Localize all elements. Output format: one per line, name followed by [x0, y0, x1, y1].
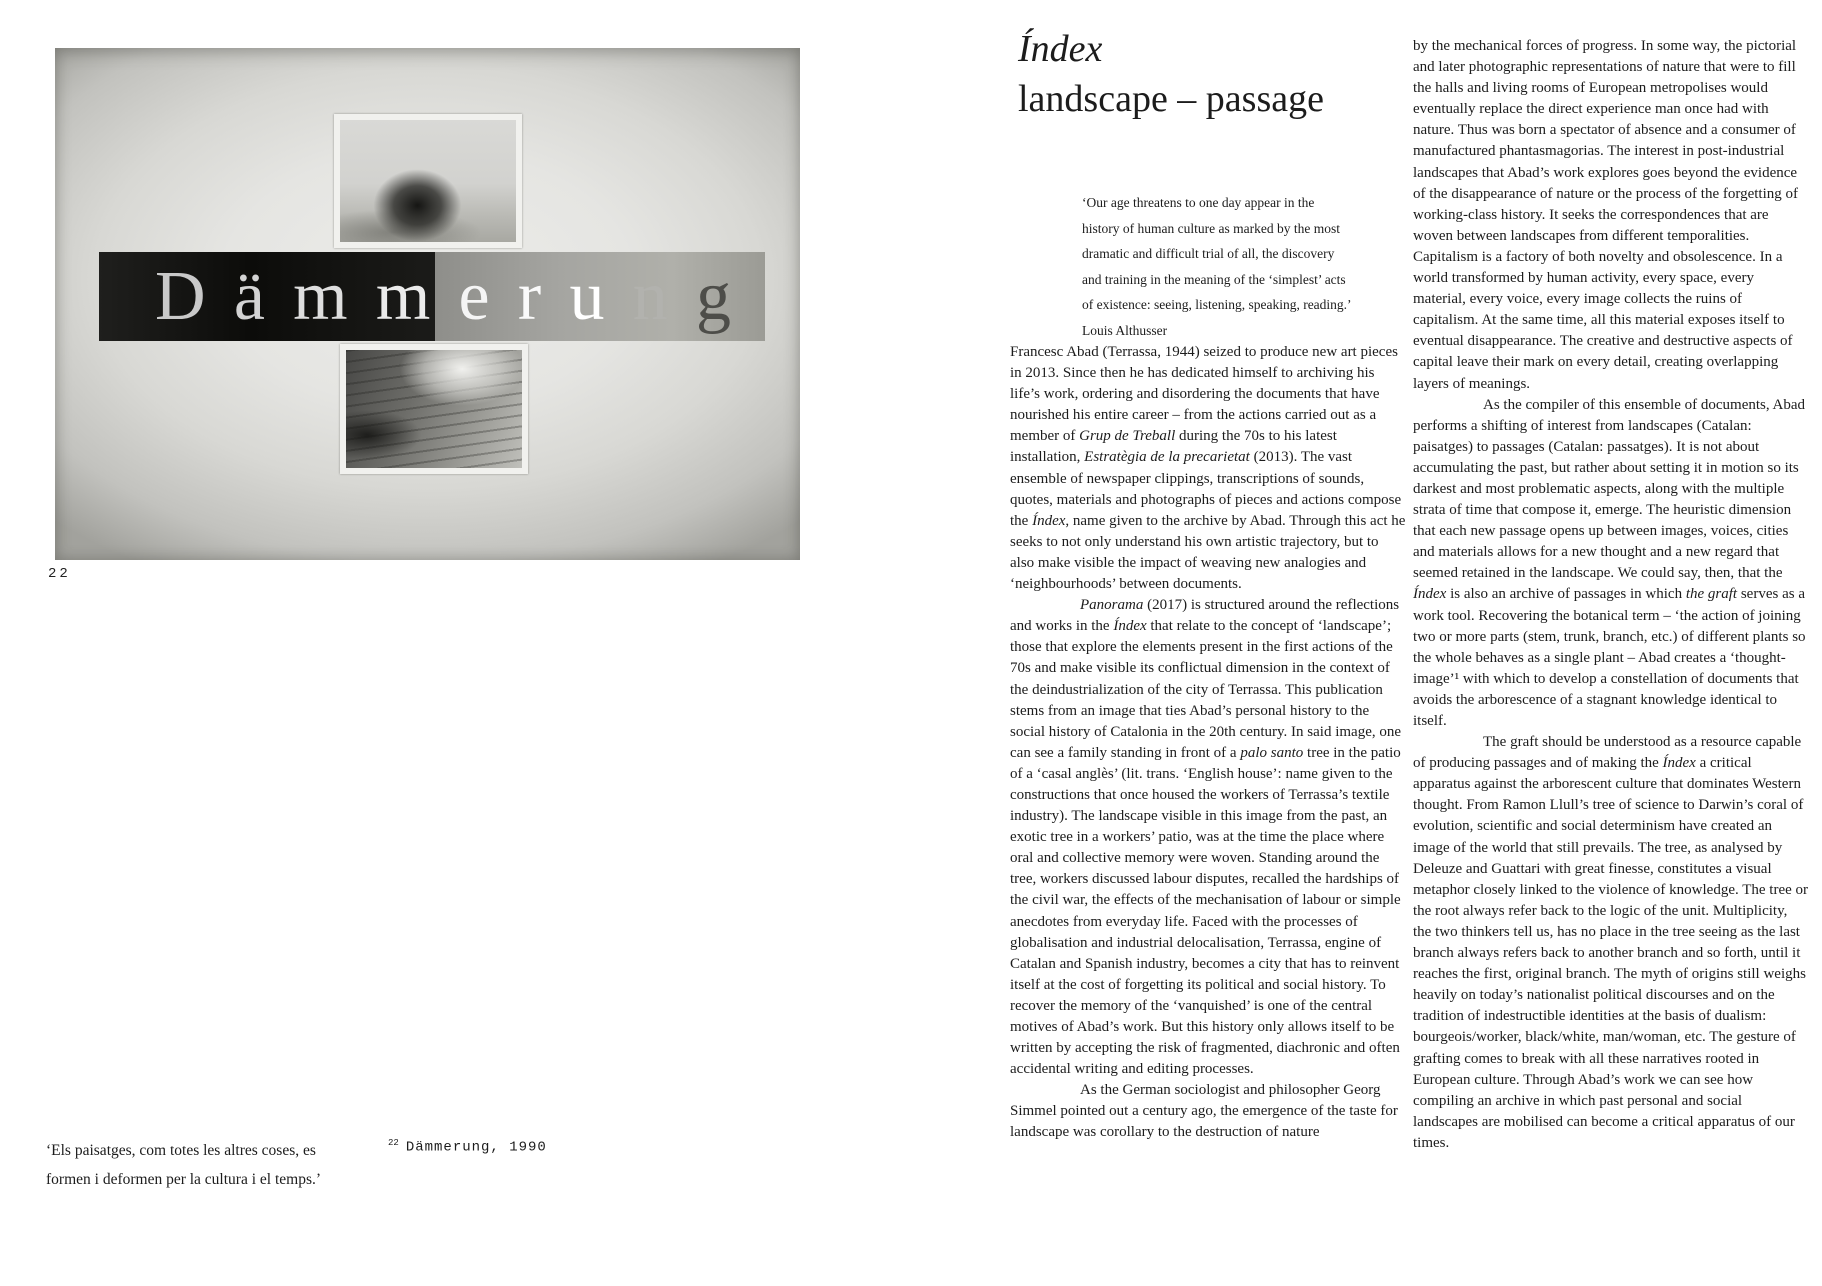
banner-letter: m [375, 257, 431, 335]
banner-letter: g [695, 257, 731, 335]
caption-ref-title: Dämmerung, 1990 [405, 1139, 547, 1156]
epigraph-author: Louis Althusser [1082, 322, 1168, 338]
banner-letter: n [632, 257, 668, 335]
banner-letter: e [458, 257, 490, 335]
body-paragraph: As the compiler of this ensemble of documents, Abad performs a shifting of interest from landscapes (Catalan: paisatges) to passages (Catalan: passatges). It is not about accumulating the past, but rather about setting it in motion so its darkest and most problematic aspects, along with the multiple strata of time that compose it, emerge. The heuristic dimension that each new passage opens up between images, voices, cities and materials allows for a new thought and a new regard that seemed retained in the landscape. We could say, then, that the Índex is also an archive of passages in which the graft serves as a work tool. Recovering the botanical term – ‘the action of joining two or more parts (stem, trunk, branch, etc.) of different plants so the whole behaves as a single plant – Abad creates a ‘thought-image’¹ with which to develop a constellation of documents that avoids the arborescence of a stagnant knowledge identical to itself. [1413, 396, 1806, 729]
artwork-caption [388, 1138, 547, 1156]
banner-title-letters [99, 252, 765, 341]
body-paragraph: Panorama (2017) is structured around the reflections and works in the Índex that relate to the concept of ‘landscape’; those that explore the elements present in the first actions of the 70s and make visible its conflictual dimension in the context of the deindustrialization of the city of Terrassa. This publication stems from an image that ties Abad’s personal history to the social history of Catalonia in the 20th century. In said image, one can see a family standing in front of a palo santo tree in the patio of a ‘casal anglès’ (lit. trans. ‘English house’: name given to the constructions that once housed the workers of Terrassa’s textile industry). The landscape visible in this image from the past, an exotic tree in a workers’ patio, was at the time the place where oral and collective memory were woven. Standing around the tree, workers discussed labour disputes, recalled the hardships of the civil war, the effects of the mechanisation of labour or simple anecdotes from everyday life. Faced with the processes of globalisation and industrial delocalisation, Terrassa, engine of Catalan and Spanish industry, becomes a city that has to reinvent itself at the cost of forgetting its political and social history. To recover the memory of the ‘vanquished’ is one of the central motives of Abad’s work. But this history only allows itself to be written by accepting the risk of fragmented, diachronic and often accidental writing and editing processes. [1010, 597, 1402, 1078]
banner-letter: m [293, 257, 348, 335]
caption-ref-number: 22 [388, 1138, 399, 1148]
body-paragraph: As the German sociologist and philosopher Georg Simmel pointed out a century ago, the emergence of the taste for landscape was corollary to the destruction of nature [1010, 1082, 1398, 1141]
caption-quote-line: formen i deformen per la cultura i el temps.’ [46, 1171, 322, 1188]
text-column-1 [1010, 342, 1406, 1144]
body-paragraph: The graft should be understood as a resource capable of producing passages and of making the Índex a critical apparatus against the arborescent culture that dominates Western thought. From Ramon Llull’s tree of science to Darwin’s coral of evolution, scientific and social determinism have created an image of the world that still prevails. The tree, as analysed by Deleuze and Guattari with great finesse, constitutes a visual metaphor closely linked to the violence of knowledge. The tree or the root always refer back to the logic of the unit. Multiplicity, the two thinkers tell us, has no place in the tree seeing as the last branch always refers back to another branch and so forth, until it reaches the first, original branch. The myth of origins still weighs heavily on today’s nationalist political discourses and on the tradition of indestructible identities at the basis of dualism: bourgeois/worker, black/white, man/woman, etc. The gesture of grafting comes to break with all these narratives rooted in European culture. Through Abad’s work we can see how compiling an archive in which past personal and social landscapes are mobilised can become a critical apparatus of our times. [1413, 734, 1809, 1151]
body-paragraph: by the mechanical forces of progress. In some way, the pictorial and later photographic representations of nature that were to fill the halls and living rooms of European metropolises would eventually replace the direct experience man once had with nature. Thus was born a spectator of absence and a consumer of manufactured phantasmagorias. The interest in post-industrial landscapes that Abad’s work explores goes beyond the evidence of the disappearance of nature or the process of the forgetting of working-class history. It seeks the correspondences that are woven between landscapes from different temporalities. Capitalism is a factory of both novelty and obsolescence. In a world transformed by human activity, every space, every material, every voice, every image collects the ruins of capitalism. At the same time, all this material exposes itself to eventual disappearance. The creative and destructive aspects of capital leave their mark on every detail, creating overlapping layers of meanings. [1413, 38, 1798, 392]
epigraph-line: ‘Our age threatens to one day appear in the [1082, 195, 1315, 210]
caption-quote [46, 1136, 321, 1194]
chapter-title: Índex [1018, 28, 1103, 70]
epigraph-line: and training in the meaning of the ‘simplest’ acts [1082, 271, 1346, 287]
banner-letter: u [569, 257, 605, 335]
epigraph-line: of existence: seeing, listening, speaking, reading.’ [1082, 297, 1352, 312]
body-paragraph: Francesc Abad (Terrassa, 1944) seized to produce new art pieces in 2013. Since then he has dedicated himself to archiving his life’s work, ordering and disordering the documents that have nourished his entire career – from the actions carried out as a member of Grup de Treball during the 70s to his latest installation, Estratègia de la precarietat (2013). The vast ensemble of newspaper clippings, transcriptions of sounds, quotes, materials and photographs of pieces and actions compose the Índex, name given to the archive by Abad. Through this act he seeks to not only understand his own artistic trajectory, but to also make visible the impact of weaving new analogies and ‘neighbourhoods’ between documents. [1010, 344, 1406, 593]
dammerung-banner [99, 252, 765, 341]
caption-quote-line: ‘Els paisatges, com totes les altres coses, es [46, 1142, 316, 1159]
dammerung-artwork-photo [55, 48, 800, 560]
sea-waves-photo [340, 344, 528, 474]
banner-letter: D [155, 257, 206, 335]
page-number: 22 [48, 566, 71, 582]
chapter-subtitle: landscape – passage [1018, 78, 1324, 120]
epigraph-lines [1082, 190, 1352, 318]
text-column-2 [1413, 36, 1809, 1154]
banner-letter: r [517, 257, 542, 335]
epigraph-line: history of human culture as marked by the most [1082, 220, 1340, 236]
fog-hill-photo [334, 114, 522, 248]
epigraph [1082, 190, 1352, 343]
banner-letter: ä [233, 257, 265, 335]
epigraph-line: dramatic and difficult trial of all, the discovery [1082, 246, 1335, 261]
